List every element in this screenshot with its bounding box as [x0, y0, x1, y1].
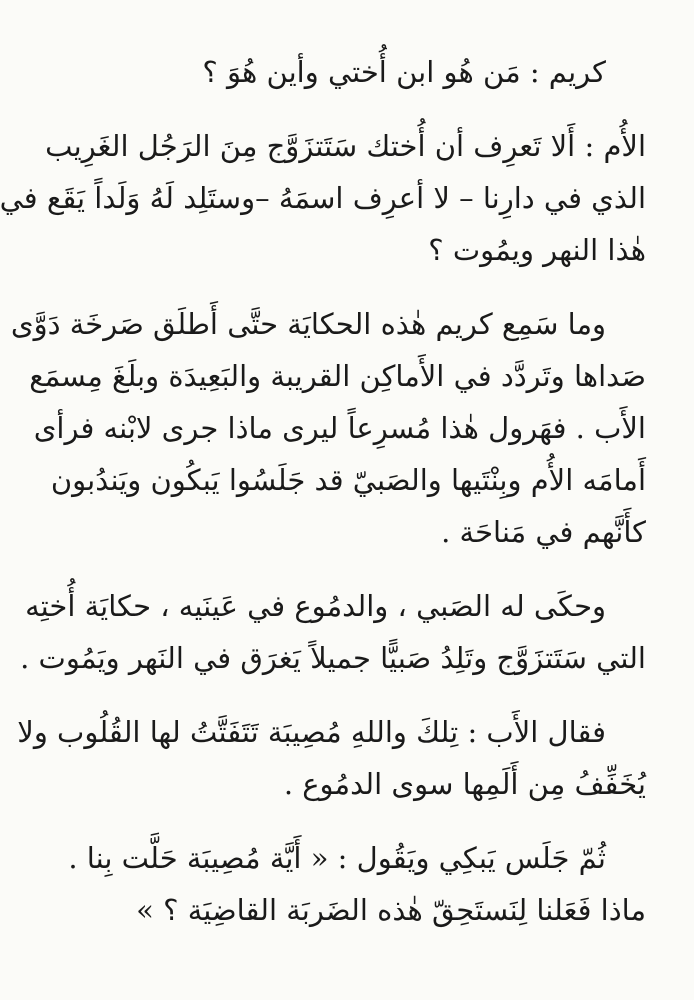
- paragraph-2: [0, 120, 646, 276]
- text-line: يُخَفِّفُ مِن أَلَمِها سوى الدمُوع .: [283, 767, 646, 801]
- text-line: أَمامَه الأُم وبِنْتَيها والصَبيّ قد جَلَسُوا يَبكُون ويَندُبون: [50, 463, 646, 497]
- paragraph-5: [17, 706, 646, 810]
- paragraph-1: [92, 46, 646, 98]
- text-line: وما سَمِع كريم هٰذه الحكايَة حتَّى أَطلَق صَرخَة دَوَّى: [10, 307, 606, 341]
- paragraph-3: [10, 298, 646, 558]
- text-line: صَداها وتَردَّد في الأَماكِن القريبة والبَعِيدَة وبلَغَ مِسمَع: [29, 359, 646, 393]
- text-line: وحكَى له الصَبي ، والدمُوع في عَينَيه ، حكايَة أُختِه: [25, 589, 606, 623]
- paragraph-4: [20, 580, 646, 684]
- text-line: هٰذا النهر ويمُوت ؟: [428, 233, 646, 267]
- text-line: التي سَتَتزَوَّج وتَلِدُ صَبيًّا جميلاً يَغرَق في النَهر ويَمُوت .: [20, 641, 646, 675]
- text-line: ماذا فَعَلنا لِنَستَحِقّ هٰذه الضَربَة القاضِيَة ؟ »: [136, 893, 646, 927]
- text-line: الذي في دارِنا – لا أعرِف اسمَهُ –وستَلِد لَهُ وَلَداً يَقَع في: [0, 181, 646, 215]
- text-line: فقال الأَب : تِلكَ واللهِ مُصِيبَة تَتَفَتَّتُ لها القُلُوب ولا: [17, 715, 606, 749]
- text-line: ثُمّ جَلَس يَبكِي ويَقُول : « أَيَّة مُصِيبَة حَلَّت بِنا .: [68, 841, 606, 875]
- text-line: كأَنَّهم في مَناحَة .: [441, 515, 646, 549]
- text-line: الأَب . فهَرول هٰذا مُسرِعاً ليرى ماذا جرى لابْنه فرأى: [33, 411, 646, 445]
- text-line: كريم : مَن هُو ابن أُختي وأين هُوَ ؟: [202, 55, 606, 89]
- paragraph-6: [68, 832, 646, 936]
- text-line: الأُم : أَلا تَعرِف أن أُختك سَتَتزَوَّج مِنَ الرَجُل الغَرِيب: [45, 129, 646, 163]
